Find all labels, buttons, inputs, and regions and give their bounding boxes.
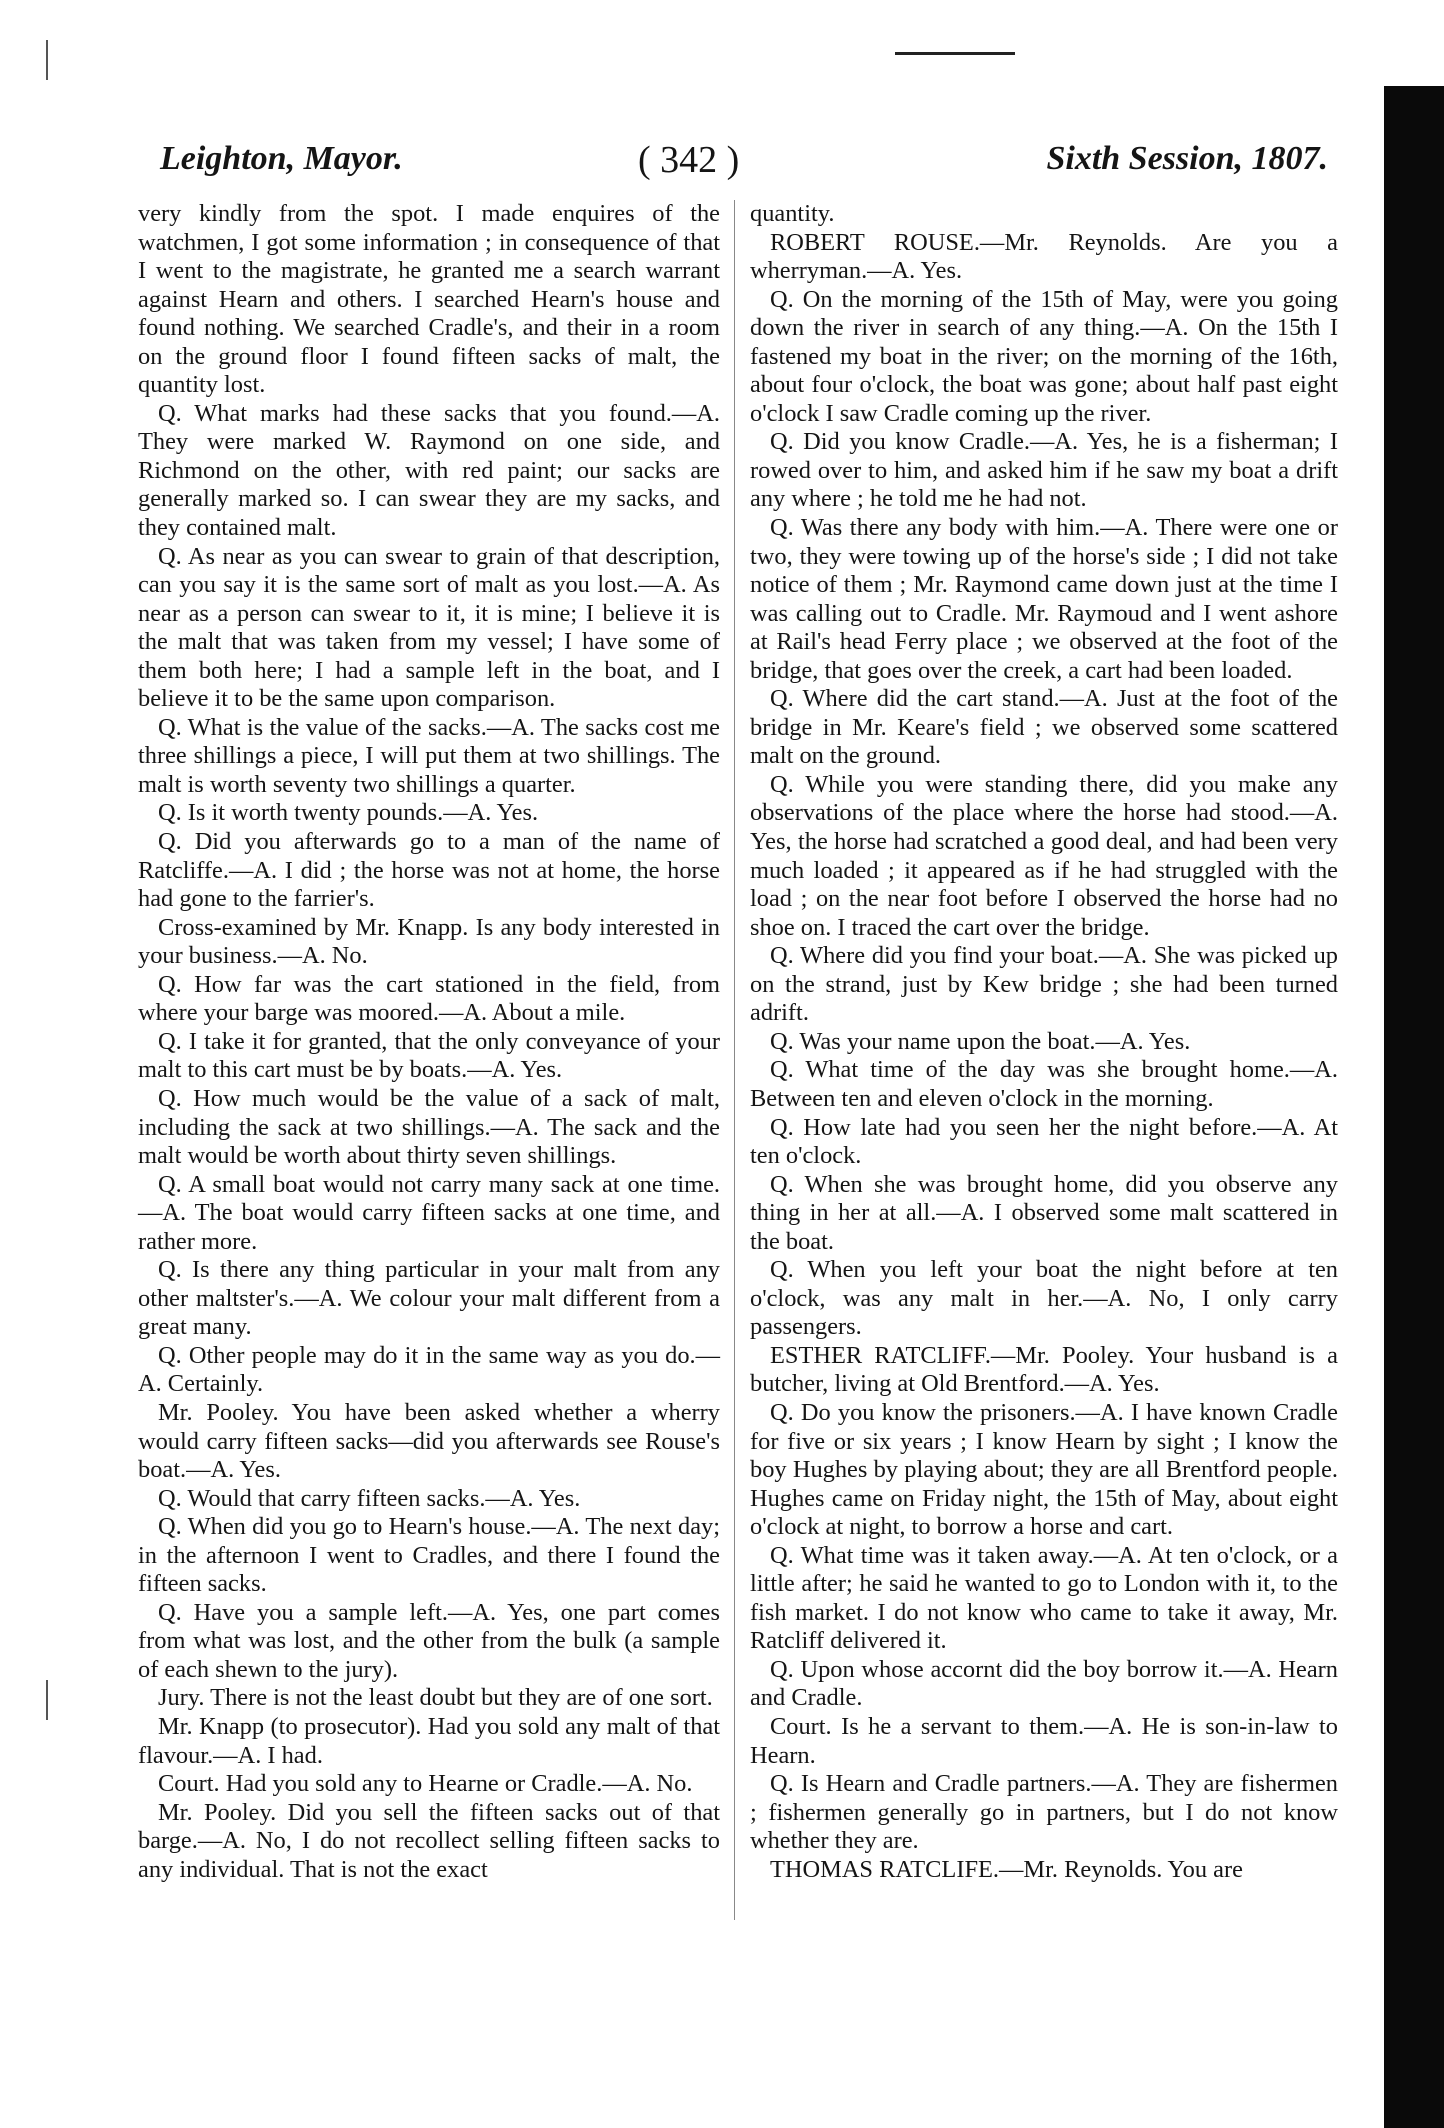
column-divider [734,200,735,1920]
paragraph: Q. How much would be the value of a sack of malt, including the sack at two shillings.—A. The sack and the malt would be worth about thirty seven shillings. [138,1084,720,1170]
paragraph: Court. Is he a servant to them.—A. He is son-in-law to Hearn. [750,1712,1338,1769]
paragraph: Q. How far was the cart stationed in the field, from where your barge was moored.—A. About a mile. [138,970,720,1027]
right-column [750,200,1338,1884]
paragraph: Court. Had you sold any to Hearne or Cradle.—A. No. [158,1770,693,1798]
paragraph: Q. How late had you seen her the night before.—A. At ten o'clock. [750,1113,1338,1170]
paragraph: Q. I take it for granted, that the only conveyance of your malt to this cart must be by boats.—A. Yes. [138,1027,720,1084]
page-edge-mark-top [46,40,48,80]
paragraph: Q. Did you afterwards go to a man of the name of Ratcliffe.—A. I did ; the horse was not at home, the horse had gone to the farrier's. [138,828,720,913]
top-rule [895,52,1015,55]
paragraph: Q. Was there any body with him.—A. There were one or two, they were towing up of the horse's side ; I did not take notice of them ; Mr. Raymond came down just at the time I was calling out to Cradle. Mr. Raymoud and I went ashore at Rail's head Ferry place ; we observed at the foot of the bridge, that goes over the creek, a cart had been loaded. [750,514,1338,684]
page-edge-mark-lower [46,1680,48,1720]
paragraph: ROBERT ROUSE.—Mr. Reynolds. Are you a wherryman.—A. Yes. [750,228,1338,285]
paragraph: Q. When she was brought home, did you observe any thing in her at all.—A. I observed some malt scattered in the boat. [750,1170,1338,1255]
paragraph: Q. When did you go to Hearn's house.—A. The next day; in the afternoon I went to Cradles, and there I found the fifteen sacks. [138,1513,720,1598]
paragraph: Q. What time was it taken away.—A. At ten o'clock, or a little after; he said he wanted to go to London with it, to the fish market. I do not know who came to take it away, Mr. Ratcliff delivered it. [750,1541,1338,1655]
paragraph: Q. Did you know Cradle.—A. Yes, he is a fisherman; I rowed over to him, and asked him if he saw my boat a drift any where ; he told me he had not. [750,428,1338,513]
paragraph: Q. Do you know the prisoners.—A. I have known Cradle for five or six years ; I know Hearn by sight ; I know the boy Hughes by playing about; they are all Brentford people. Hughes came on Friday night, the 15th of May, about eight o'clock at night, to borrow a horse and cart. [750,1398,1338,1541]
paragraph: Q. Other people may do it in the same way as you do.—A. Certainly. [138,1341,720,1398]
paragraph: Q. What time of the day was she brought home.—A. Between ten and eleven o'clock in the morning. [750,1056,1338,1112]
paragraph: Jury. There is not the least doubt but they are of one sort. [158,1684,713,1712]
paragraph: Q. Where did the cart stand.—A. Just at the foot of the bridge in Mr. Keare's field ; we observed some scattered malt on the ground. [750,685,1338,770]
paragraph: Q. Upon whose accornt did the boy borrow it.—A. Hearn and Cradle. [750,1655,1338,1712]
running-head [160,140,1328,188]
paragraph: Q. When you left your boat the night before at ten o'clock, was any malt in her.—A. No, I only carry passengers. [750,1256,1338,1341]
paragraph: Q. Where did you find your boat.—A. She was picked up on the strand, just by Kew bridge ; she had been turned adrift. [750,942,1338,1027]
paragraph: Q. Is there any thing particular in your malt from any other maltster's.—A. We colour your malt different from a great many. [138,1256,720,1341]
paragraph: Q. A small boat would not carry many sack at one time.—A. The boat would carry fifteen sacks at one time, and rather more. [138,1170,720,1255]
paragraph: very kindly from the spot. I made enquires of the watchmen, I got some information ; in consequence of that I went to the magistrate, he granted me a search warrant against Hearn and others. I searched Hearn's house and found nothing. We searched Cradle's, and their in a room on the ground floor I found fifteen sacks of malt, the quantity lost. [138,200,720,399]
paragraph: Mr. Knapp (to prosecutor). Had you sold any malt of that flavour.—A. I had. [138,1712,720,1769]
paragraph: Cross-examined by Mr. Knapp. Is any body interested in your business.—A. No. [138,913,720,970]
paragraph: Q. Was your name upon the boat.—A. Yes. [770,1027,1191,1055]
paragraph: Q. What is the value of the sacks.—A. The sacks cost me three shillings a piece, I will put them at two shillings. The malt is worth seventy two shillings a quarter. [138,713,720,798]
paragraph: quantity. [750,200,835,227]
paragraph: ESTHER RATCLIFF.—Mr. Pooley. Your husband is a butcher, living at Old Brentford.—A. Yes. [750,1341,1338,1398]
running-head-left: Leighton, Mayor. [160,140,403,177]
paragraph: Mr. Pooley. Did you sell the fifteen sacks out of that barge.—A. No, I do not recollect selling fifteen sacks to any individual. That is not the exact [138,1798,720,1883]
scan-border-bar [1384,86,1444,2128]
paragraph: Q. Is Hearn and Cradle partners.—A. They are fishermen ; fishermen generally go in partners, but I do not know whether they are. [750,1770,1338,1855]
paragraph: Q. On the morning of the 15th of May, were you going down the river in search of any thing.—A. On the 15th I fastened my boat in the river; on the morning of the 16th, about four o'clock, the boat was gone; about half past eight o'clock I saw Cradle coming up the river. [750,285,1338,427]
left-column [138,200,720,1884]
paragraph: Mr. Pooley. You have been asked whether a wherry would carry fifteen sacks—did you afterwards see Rouse's boat.—A. Yes. [138,1398,720,1484]
paragraph: Q. While you were standing there, did you make any observations of the place where the horse had stood.—A. Yes, the horse had scratched a good deal, and had been very much loaded ; it appeared as if he had struggled with the load ; on the near foot before I observed the horse had no shoe on. I traced the cart over the bridge. [750,770,1338,941]
paragraph: Q. As near as you can swear to grain of that description, can you say it is the same sort of malt as you lost.—A. As near as a person can swear to it, it is mine; I believe it is the malt that was taken from my vessel; I have some of them both here; I had a sample left in the boat, and I believe it to be the same upon comparison. [138,542,720,713]
paragraph: THOMAS RATCLIFE.—Mr. Reynolds. You are [770,1855,1243,1883]
running-head-right: Sixth Session, 1807. [1046,140,1328,177]
paragraph: Q. Have you a sample left.—A. Yes, one part comes from what was lost, and the other from the bulk (a sample of each shewn to the jury). [138,1598,720,1683]
paragraph: Q. What marks had these sacks that you found.—A. They were marked W. Raymond on one side, and Richmond on the other, with red paint; our sacks are generally marked so. I can swear they are my sacks, and they contained malt. [138,399,720,542]
page-number: ( 342 ) [638,139,740,181]
paragraph: Q. Would that carry fifteen sacks.—A. Yes. [158,1484,581,1512]
paragraph: Q. Is it worth twenty pounds.—A. Yes. [158,799,539,827]
